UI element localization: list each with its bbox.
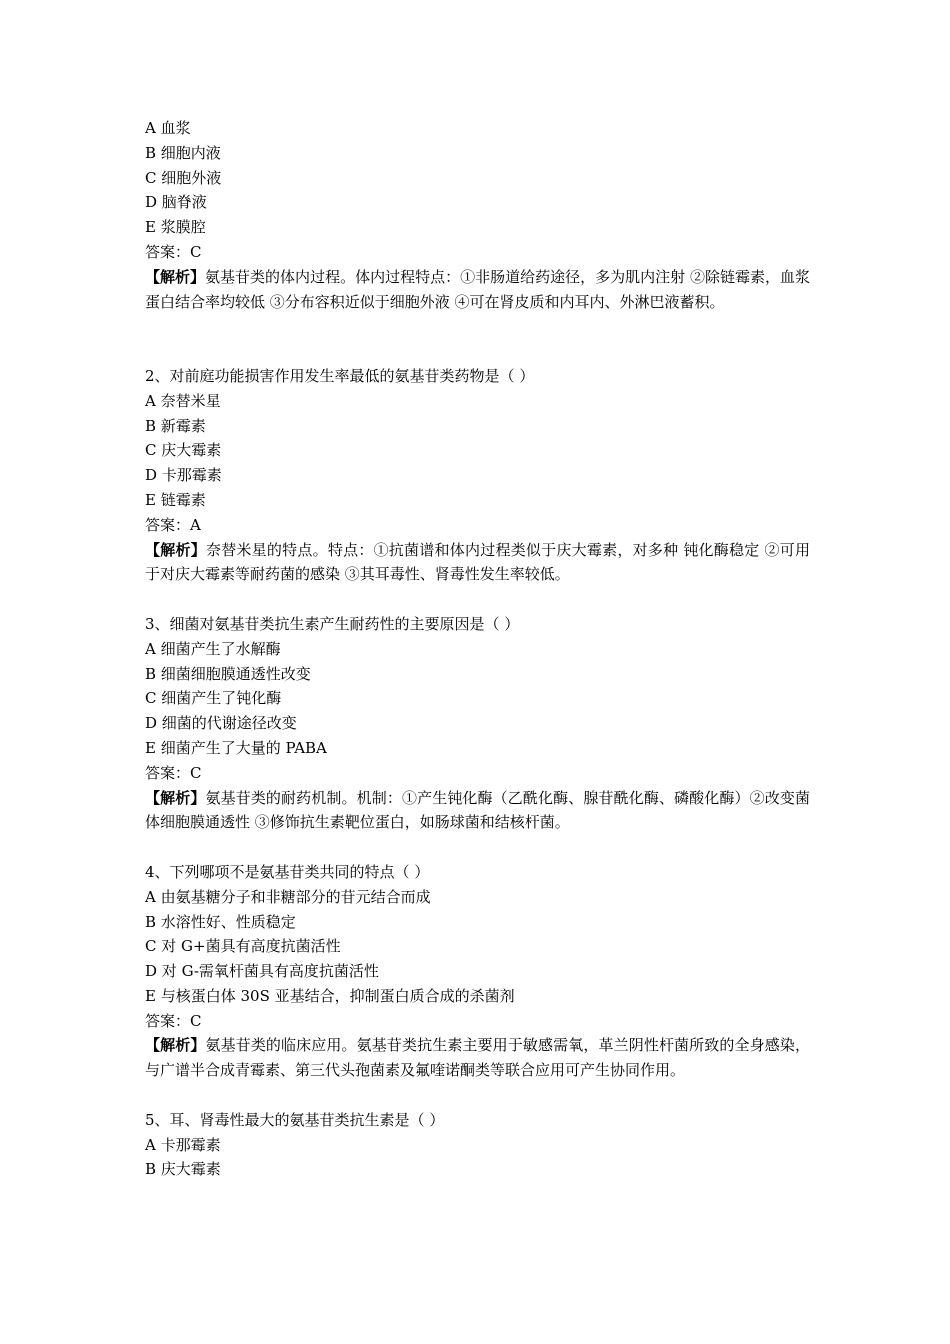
q4-option-c: C 对 G+菌具有高度抗菌活性: [145, 937, 341, 956]
q3-option-a: A 细菌产生了水解酶: [145, 639, 281, 658]
spacer: [145, 835, 810, 860]
spacer: [145, 1083, 810, 1108]
q5-question: 5、耳、肾毒性最大的氨基苷类抗生素是（ ）: [145, 1110, 445, 1129]
q2-analysis-tag: 【解析】: [145, 540, 206, 559]
q4-answer: 答案：C: [145, 1011, 202, 1030]
q4-analysis-tag: 【解析】: [145, 1036, 206, 1055]
q1-option-d: D 脑脊液: [145, 193, 207, 212]
q1-option-a: A 血浆: [145, 119, 191, 137]
q4-question: 4、下列哪项不是氨基苷类共同的特点（ ）: [145, 862, 430, 881]
q1-answer: 答案：C: [145, 242, 202, 261]
q2-analysis: [145, 538, 810, 588]
document-content: [145, 116, 810, 1182]
q4-option-e: E 与核蛋白体 30S 亚基结合，抑制蛋白质合成的杀菌剂: [145, 986, 515, 1005]
q1-option-b: B 细胞内液: [145, 143, 221, 162]
spacer: [145, 587, 810, 612]
q2-option-d: D 卡那霉素: [145, 466, 222, 485]
q5-option-a: A 卡那霉素: [145, 1135, 221, 1154]
q3-option-c: C 细菌产生了钝化酶: [145, 689, 282, 708]
q2-option-a: A 奈替米星: [145, 391, 221, 410]
q2-question: 2、对前庭功能损害作用发生率最低的氨基苷类药物是（ ）: [145, 366, 535, 385]
q4-analysis: [145, 1033, 810, 1083]
q3-answer: 答案：C: [145, 763, 202, 782]
q3-option-b: B 细菌细胞膜通透性改变: [145, 664, 311, 683]
q3-analysis: [145, 786, 810, 836]
q2-option-c: C 庆大霉素: [145, 441, 222, 460]
q4-option-b: B 水溶性好、性质稳定: [145, 912, 296, 931]
q1-option-e: E 浆膜腔: [145, 218, 206, 237]
spacer: [145, 314, 810, 364]
q4-option-a: A 由氨基糖分子和非糖部分的苷元结合而成: [145, 887, 431, 906]
q1-analysis-text: 氨基苷类的体内过程。体内过程特点：①非肠道给药途径，多为肌内注射 ②除链霉素，血浆蛋白结合率均较低 ③分布容积近似于细胞外液 ④可在肾皮质和内耳内、外淋巴液蓄积。: [145, 267, 810, 311]
q2-option-b: B 新霉素: [145, 416, 206, 435]
q3-analysis-text: 氨基苷类的耐药机制。机制：①产生钝化酶（乙酰化酶、腺苷酰化酶、磷酸化酶）②改变菌体细胞膜通透性 ③修饰抗生素靶位蛋白，如肠球菌和结核杆菌。: [145, 788, 810, 832]
q3-option-e: E 细菌产生了大量的 PABA: [145, 738, 327, 757]
q3-option-d: D 细菌的代谢途径改变: [145, 714, 297, 733]
q4-analysis-text: 氨基苷类的临床应用。氨基苷类抗生素主要用于敏感需氧，革兰阴性杆菌所致的全身感染，与广谱半合成青霉素、第三代头孢菌素及氟喹诺酮类等联合应用可产生协同作用。: [145, 1036, 810, 1080]
q1-analysis: [145, 265, 810, 315]
q2-option-e: E 链霉素: [145, 490, 206, 509]
q4-option-d: D 对 G-需氧杆菌具有高度抗菌活性: [145, 962, 379, 981]
q1-option-c: C 细胞外液: [145, 168, 222, 187]
q3-question: 3、细菌对氨基苷类抗生素产生耐药性的主要原因是（ ）: [145, 614, 520, 633]
q5-option-b: B 庆大霉素: [145, 1160, 221, 1179]
q1-analysis-tag: 【解析】: [145, 267, 206, 286]
q3-analysis-tag: 【解析】: [145, 788, 206, 807]
q2-analysis-text: 奈替米星的特点。特点：①抗菌谱和体内过程类似于庆大霉素，对多种 钝化酶稳定 ②可用于对庆大霉素等耐药菌的感染 ③其耳毒性、肾毒性发生率较低。: [145, 540, 810, 584]
q2-answer: 答案：A: [145, 515, 201, 534]
